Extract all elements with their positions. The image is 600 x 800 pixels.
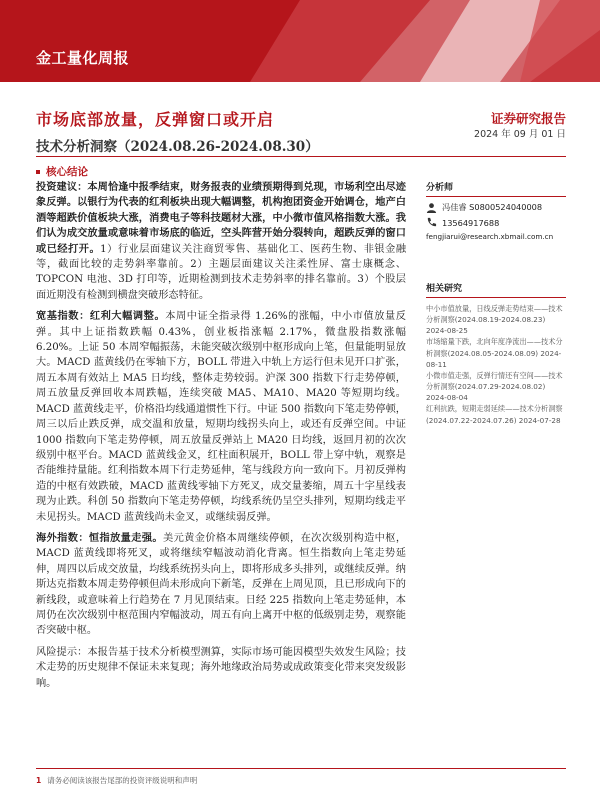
paragraph-lead: 宽基指数：红利大幅调整。: [36, 310, 166, 323]
bullet-square-icon: [36, 170, 40, 174]
phone-icon: [426, 217, 437, 228]
section-heading-label: 核心结论: [46, 166, 88, 178]
related-item[interactable]: 小微市值走强，反弹行情还有空间——技术分析洞察(2024.07.29-2024.08.02) 2024-08-04: [426, 370, 563, 403]
sidebar: [426, 180, 566, 426]
related-list: [426, 303, 566, 426]
header-banner: [0, 0, 600, 82]
analyst-phone-row: [426, 217, 566, 228]
brand-title: 金工量化周报: [36, 49, 130, 67]
paragraph-text: 本周中证全指录得 1.26%的涨幅，中小市值放量反弹。其中上证指数跌幅 0.43%，创业板指涨幅 2.17%，微盘股指数涨幅 6.20%。上证 50 本周窄幅振荡，未能突破次级别中枢形成向上笔，但量能明显放大。MACD 蓝黄线仍在零轴下方，BOLL 带进入中轨上方运行但未见开口扩张，周五本周有效站上 MA5 日均线，整体走势较弱。沪深 300 指数下行走势停顿，周五放量反弹回收本周跌幅，连续突破 MA5、MA10、MA20 等短期均线。MACD 蓝黄线走平，价格沿均线通道惯性下行。中证 500 指数向下笔走势停顿，周三以后止跌反弹，成交温和放量，短期均线拐头向上，或还有反弹空间。中证 1000 指数向下笔走势停顿，周五放量反弹站上 MA20 日均线，返回月初的次次级别中枢平台。MACD 蓝黄线金叉，红柱面积展开，BOLL 带上穿中轨，观察是否能维持量能。红利指数本周下行走势延伸，笔与线段方向一致向下。月初反弹构造的中枢有效跌破，MACD 蓝黄线零轴下方死叉，成交量萎缩，周五十字星线表现为止跌。科创 50 指数向下笔走势停顿，均线系统仍呈空头排列，短期均线走平未见拐头。MACD 蓝黄线尚未金叉，或继续弱反弹。: [36, 311, 406, 523]
footer-disclaimer: 请务必阅读该报告尾部的投资评级说明和声明: [47, 776, 198, 785]
related-item[interactable]: 红利抗跌，短期走弱延续——技术分析洞察(2024.07.22-2024.07.26) 2024-07-28: [426, 404, 563, 425]
footer-divider: [36, 768, 566, 769]
main-body: [36, 180, 406, 697]
related-header: 相关研究: [426, 281, 566, 298]
section-heading: [36, 164, 88, 179]
paragraph-broad-index: [36, 309, 406, 525]
paragraph-text: 美元黄金价格本周继续停顿，在次次级别构造中枢，MACD 蓝黄线即将死叉，或将继续窄幅波动消化背离。恒生指数向上笔走势延伸，周四以后成交放量，均线系统拐头向上，即将形成多头排列，或继续反弹。纳斯达克指数本周走势停顿但尚未形成向下新笔，反弹在上周见顶，且已形成向下的新线段，或意味着上行趋势在 7 月见顶结束。日经 225 指数向上笔走势延伸，本周仍在次次级别中枢范围内窄幅波动，周五有向上离开中枢的低级别走势，观察能否突破中枢。: [36, 532, 407, 637]
related-item[interactable]: 中小市值放量，日线反弹走势结束——技术分析洞察(2024.08.19-2024.08.23) 2024-08-25: [426, 304, 563, 336]
report-type: 证券研究报告: [490, 111, 566, 126]
person-icon: [426, 202, 437, 213]
footer: [36, 775, 197, 786]
paragraph-investment: [36, 180, 406, 303]
paragraph-overseas: [36, 531, 406, 639]
report-subtitle: 技术分析洞察（2024.08.26-2024.08.30）: [36, 139, 319, 155]
paragraph-text: 1）行业层面建议关注商贸零售、基础化工、医药生物、非银金融等，截面比较的走势斜率靠前。2）主题层面建议关注柔性屏、富士康概念、TOPCON 电池、3D 打印等，近期检测到技术走势斜率的排名靠前。3）个股层面近期没有检测到横盘突破形态特征。: [36, 243, 407, 301]
paragraph-lead: 海外指数：恒指放量走强。: [36, 531, 163, 544]
paragraph-lead: 投资建议：本周恰逢中报季结束，财务报表的业绩预期得到兑现，市场利空出尽迹象反弹。以银行为代表的红利板块出现大幅调整，机构抱团资金开始调仓，地产白酒等超跌价值板块大涨，消费电子等科技题材大涨，中小微市值风格指数大涨。我们认为成交放量或意味着市场底的临近，空头阵营开始分裂转向，超跌反弹的窗口或已经打开。: [36, 181, 406, 255]
analyst-name: 冯佳睿 S0800524040008: [442, 202, 543, 212]
page-number: 1: [36, 776, 42, 785]
title-divider: [36, 156, 566, 157]
analyst-email[interactable]: fengjiarui@research.xbmail.com.cn: [426, 232, 554, 241]
banner-decoration: [0, 0, 600, 82]
analyst-name-row: [426, 202, 566, 213]
analyst-header: 分析师: [426, 180, 566, 197]
analyst-phone: 13564917688: [442, 217, 500, 228]
related-item[interactable]: 市场缩量下跌，北向年度净流出——技术分析洞察(2024.08.05-2024.08.09) 2024-08-11: [426, 337, 563, 369]
paragraph-risk: 风险提示：本报告基于技术分析模型测算，实际市场可能因模型失效发生风险；技术走势的历史规律不保证未来复现；海外地缘政治局势或成政策变化带来突发级影响。: [36, 646, 406, 689]
report-title: 市场底部放量，反弹窗口或开启: [36, 110, 275, 129]
report-date: 2024 年 09 月 01 日: [474, 129, 566, 140]
